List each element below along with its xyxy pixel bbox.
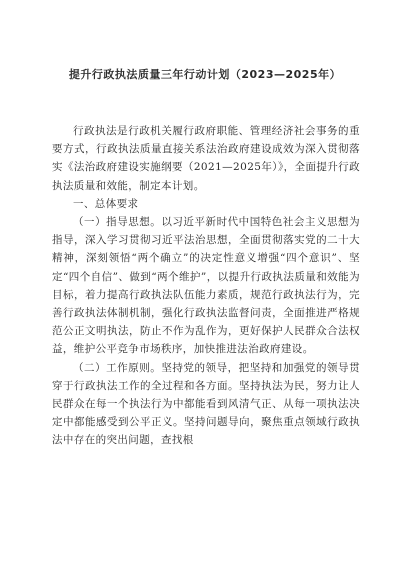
document-title: 提升行政执法质量三年行动计划（2023—2025年） — [68, 68, 342, 81]
paragraph-guiding-ideology: （一）指导思想。以习近平新时代中国特色社会主义思想为指导，深入学习贯彻习近平法治思想，全面贯彻落实党的二十大精神，深刻领悟“两个确立”的决定性意义增强“四个意识”、坚定“四个自信”、做到“两个维护”，以提升行政执法质量和效能为目标，着力提高行政执法队伍能力素质，规范行政执法行为，完善行政执法体制机制，强化行政执法监督问责，全面推进严格规范公正文明执法，防止不作为乱作为，更好保护人民群众合法权益，维护公平竞争市场秩序，加快推进法治政府建设。 — [52, 216, 360, 356]
document-body — [52, 122, 360, 450]
paragraph-intro: 行政执法是行政机关履行政府职能、管理经济社会事务的重要方式，行政执法质量直接关系法治政府建设成效为深入贯彻落实《法治政府建设实施纲要（2021—2025年）》，全面提升行政执法质量和效能，制定本计划。 — [52, 125, 360, 192]
paragraph-working-principles: （二）工作原则。坚持党的领导，把坚持和加强党的领导贯穿于行政执法工作的全过程和各方面。坚持执法为民，努力让人民群众在每一个执法行为中都能看到风清气正、从每一项执法决定中都能感受到公平正义。坚持问题导向，聚焦重点领域行政执法中存在的突出问题，查找根 — [52, 361, 360, 447]
section-heading-general-requirements: 一、总体要求 — [73, 197, 139, 210]
